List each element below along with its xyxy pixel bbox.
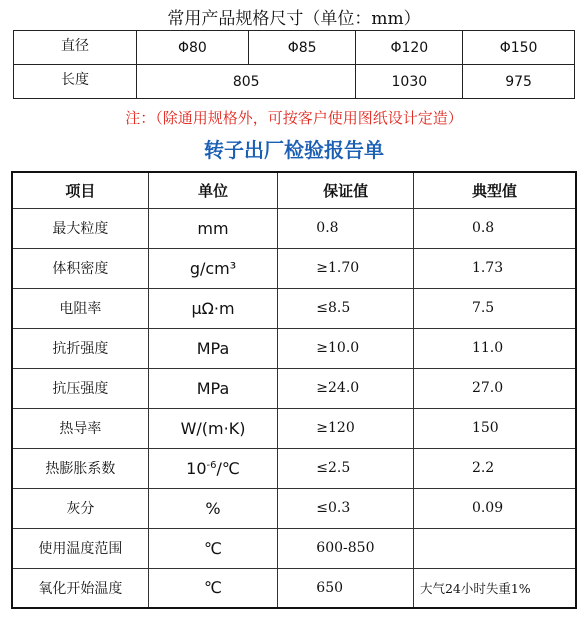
header-unit: 单位 (148, 172, 278, 208)
item-name: 灰分 (12, 488, 148, 528)
guaranteed-value: ≥120 (278, 408, 414, 448)
table-row (12, 208, 576, 248)
guaranteed-value: ≤2.5 (278, 448, 414, 488)
typical-value: 7.5 (413, 288, 576, 328)
guaranteed-value: ≥10.0 (278, 328, 414, 368)
unit: μΩ·m (148, 288, 278, 328)
guaranteed-value: ≤0.3 (278, 488, 414, 528)
diameter-label: 直径 (14, 31, 137, 65)
item-name: 电阻率 (12, 288, 148, 328)
typical-value: 11.0 (413, 328, 576, 368)
item-name: 氧化开始温度 (12, 568, 148, 608)
unit (148, 448, 278, 488)
length-cell: 975 (463, 65, 575, 99)
item-name: 使用温度范围 (12, 528, 148, 568)
table-row (12, 328, 576, 368)
report-title: 转子出厂检验报告单 (204, 138, 384, 162)
table-row (12, 448, 576, 488)
table-row (12, 368, 576, 408)
guaranteed-value: 600-850 (278, 528, 414, 568)
guaranteed-value: ≥1.70 (278, 248, 414, 288)
typical-value: 2.2 (413, 448, 576, 488)
unit: mm (148, 208, 278, 248)
page-title: 常用产品规格尺寸（单位：mm） (167, 9, 421, 29)
unit: MPa (148, 368, 278, 408)
item-name: 热导率 (12, 408, 148, 448)
unit: g/cm³ (148, 248, 278, 288)
length-label: 长度 (14, 65, 137, 99)
diameter-cell: Φ150 (463, 31, 575, 65)
unit: W/(m·K) (148, 408, 278, 448)
header-typical: 典型值 (413, 172, 576, 208)
length-row (14, 65, 575, 99)
unit-tail: /℃ (216, 458, 240, 478)
typical-value: 大气24小时失重1% (413, 568, 576, 608)
table-row (12, 528, 576, 568)
typical-value: 150 (413, 408, 576, 448)
unit: MPa (148, 328, 278, 368)
table-header-row (12, 172, 576, 208)
table-row (12, 408, 576, 448)
diameter-cell: Φ80 (136, 31, 248, 65)
typical-value: 1.73 (413, 248, 576, 288)
unit: % (148, 488, 278, 528)
unit-exponent: -6 (206, 459, 217, 471)
item-name: 最大粒度 (12, 208, 148, 248)
custom-order-note: 注：（除通用规格外，可按客户使用图纸设计定造） (125, 109, 463, 127)
item-name: 抗折强度 (12, 328, 148, 368)
table-row (12, 248, 576, 288)
typical-value: 0.09 (413, 488, 576, 528)
length-cell: 805 (136, 65, 356, 99)
item-name: 抗压强度 (12, 368, 148, 408)
guaranteed-value: ≥24.0 (278, 368, 414, 408)
table-row (12, 288, 576, 328)
size-spec-table (13, 30, 575, 99)
typical-value: 0.8 (413, 208, 576, 248)
unit-base: 10 (186, 458, 207, 478)
diameter-row (14, 31, 575, 65)
unit: ℃ (148, 528, 278, 568)
header-item: 项目 (12, 172, 148, 208)
length-cell: 1030 (356, 65, 463, 99)
diameter-cell: Φ85 (248, 31, 356, 65)
typical-value: 27.0 (413, 368, 576, 408)
guaranteed-value: ≤8.5 (278, 288, 414, 328)
inspection-report-table (11, 171, 577, 609)
table-row (12, 568, 576, 608)
diameter-cell: Φ120 (356, 31, 463, 65)
header-guaranteed: 保证值 (278, 172, 414, 208)
guaranteed-value: 650 (278, 568, 414, 608)
item-name: 热膨胀系数 (12, 448, 148, 488)
typical-value (413, 528, 576, 568)
unit: ℃ (148, 568, 278, 608)
item-name: 体积密度 (12, 248, 148, 288)
guaranteed-value: 0.8 (278, 208, 414, 248)
table-row (12, 488, 576, 528)
